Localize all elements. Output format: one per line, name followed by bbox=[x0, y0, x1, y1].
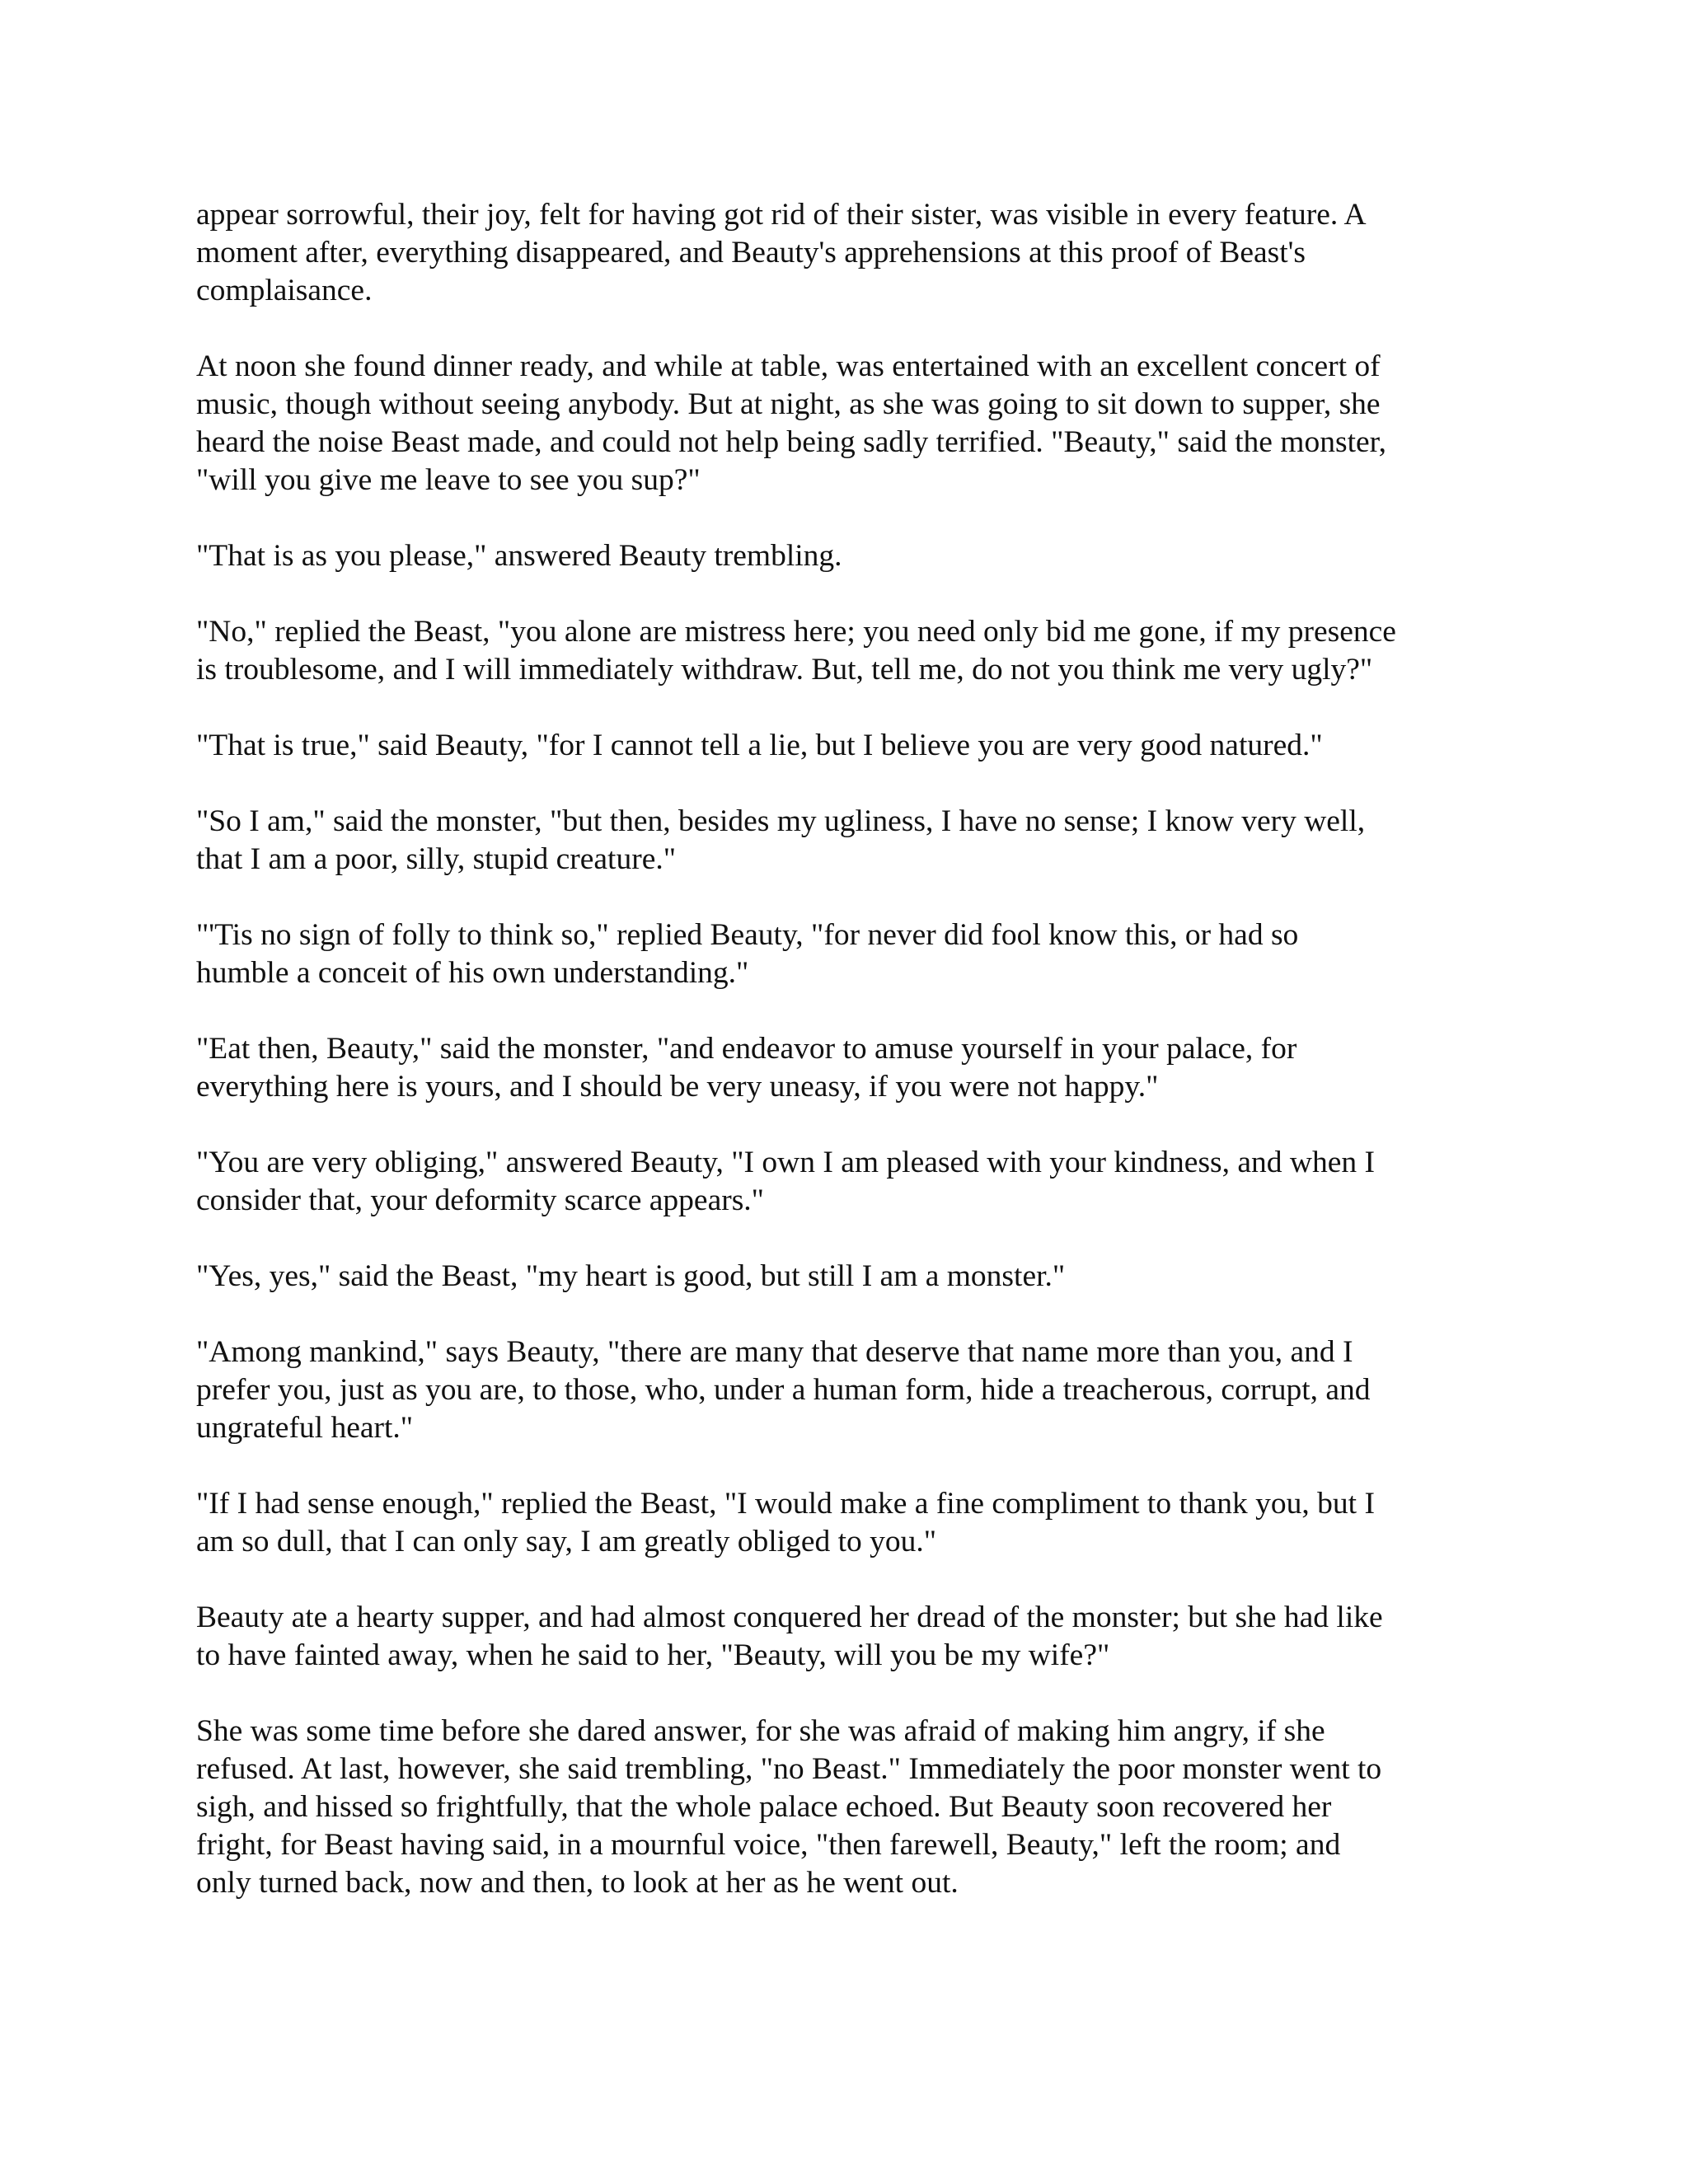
paragraph bbox=[196, 537, 1482, 575]
text-line: "That is true," said Beauty, "for I cannot tell a lie, but I believe you are very good natured." bbox=[196, 729, 1323, 762]
paragraph bbox=[196, 348, 1482, 499]
text-line: that I am a poor, silly, stupid creature." bbox=[196, 842, 677, 876]
text-line: is troublesome, and I will immediately withdraw. But, tell me, do not you think me very ugly?" bbox=[196, 653, 1373, 687]
text-line: to have fainted away, when he said to her, "Beauty, will you be my wife?" bbox=[196, 1638, 1110, 1672]
paragraph bbox=[196, 1485, 1482, 1561]
text-line: prefer you, just as you are, to those, who, under a human form, hide a treacherous, corrupt, and bbox=[196, 1373, 1371, 1407]
text-line: consider that, your deformity scarce appears." bbox=[196, 1183, 764, 1217]
text-line: "Eat then, Beauty," said the monster, "and endeavor to amuse yourself in your palace, for bbox=[196, 1032, 1297, 1066]
paragraph bbox=[196, 803, 1482, 879]
paragraph bbox=[196, 916, 1482, 992]
text-line: "You are very obliging," answered Beauty, "I own I am pleased with your kindness, and when I bbox=[196, 1146, 1375, 1179]
text-line: fright, for Beast having said, in a mournful voice, "then farewell, Beauty," left the room; and bbox=[196, 1828, 1341, 1862]
text-line: everything here is yours, and I should be very uneasy, if you were not happy." bbox=[196, 1070, 1159, 1104]
paragraph bbox=[196, 1599, 1482, 1675]
text-line: refused. At last, however, she said trembling, "no Beast." Immediately the poor monster went to bbox=[196, 1752, 1382, 1786]
text-line: "Among mankind," says Beauty, "there are many that deserve that name more than you, and I bbox=[196, 1335, 1353, 1369]
text-line: complaisance. bbox=[196, 274, 373, 307]
text-line: "Yes, yes," said the Beast, "my heart is good, but still I am a monster." bbox=[196, 1259, 1066, 1293]
paragraph bbox=[196, 196, 1482, 310]
text-line: "will you give me leave to see you sup?" bbox=[196, 463, 701, 497]
text-line: At noon she found dinner ready, and while at table, was entertained with an excellent concert of bbox=[196, 349, 1381, 383]
text-line: "So I am," said the monster, "but then, besides my ugliness, I have no sense; I know very well, bbox=[196, 804, 1366, 838]
text-line: She was some time before she dared answer, for she was afraid of making him angry, if she bbox=[196, 1714, 1325, 1748]
text-line: am so dull, that I can only say, I am greatly obliged to you." bbox=[196, 1525, 937, 1558]
text-line: sigh, and hissed so frightfully, that the whole palace echoed. But Beauty soon recovered her bbox=[196, 1790, 1332, 1824]
text-line: heard the noise Beast made, and could not help being sadly terrified. "Beauty," said the monster, bbox=[196, 425, 1386, 459]
text-line: ungrateful heart." bbox=[196, 1411, 414, 1445]
text-line: only turned back, now and then, to look at her as he went out. bbox=[196, 1866, 959, 1900]
text-line: appear sorrowful, their joy, felt for having got rid of their sister, was visible in every feature. A bbox=[196, 198, 1367, 232]
text-line: "If I had sense enough," replied the Beast, "I would make a fine compliment to thank you, but I bbox=[196, 1487, 1375, 1521]
paragraph bbox=[196, 1258, 1482, 1296]
text-line: "'Tis no sign of folly to think so," replied Beauty, "for never did fool know this, or had so bbox=[196, 918, 1299, 952]
text-line: music, though without seeing anybody. But at night, as she was going to sit down to supper, she bbox=[196, 387, 1381, 421]
text-line: moment after, everything disappeared, and Beauty's apprehensions at this proof of Beast's bbox=[196, 236, 1306, 269]
paragraph bbox=[196, 1030, 1482, 1106]
paragraph bbox=[196, 727, 1482, 765]
paragraph bbox=[196, 1713, 1482, 1902]
text-line: humble a conceit of his own understanding." bbox=[196, 956, 749, 990]
paragraph bbox=[196, 1144, 1482, 1220]
text-line: Beauty ate a hearty supper, and had almost conquered her dread of the monster; but she had like bbox=[196, 1601, 1383, 1634]
paragraph bbox=[196, 613, 1482, 689]
text-line: "That is as you please," answered Beauty trembling. bbox=[196, 539, 842, 573]
paragraph bbox=[196, 1333, 1482, 1447]
document-body bbox=[196, 196, 1482, 1940]
text-line: "No," replied the Beast, "you alone are mistress here; you need only bid me gone, if my presence bbox=[196, 615, 1396, 649]
